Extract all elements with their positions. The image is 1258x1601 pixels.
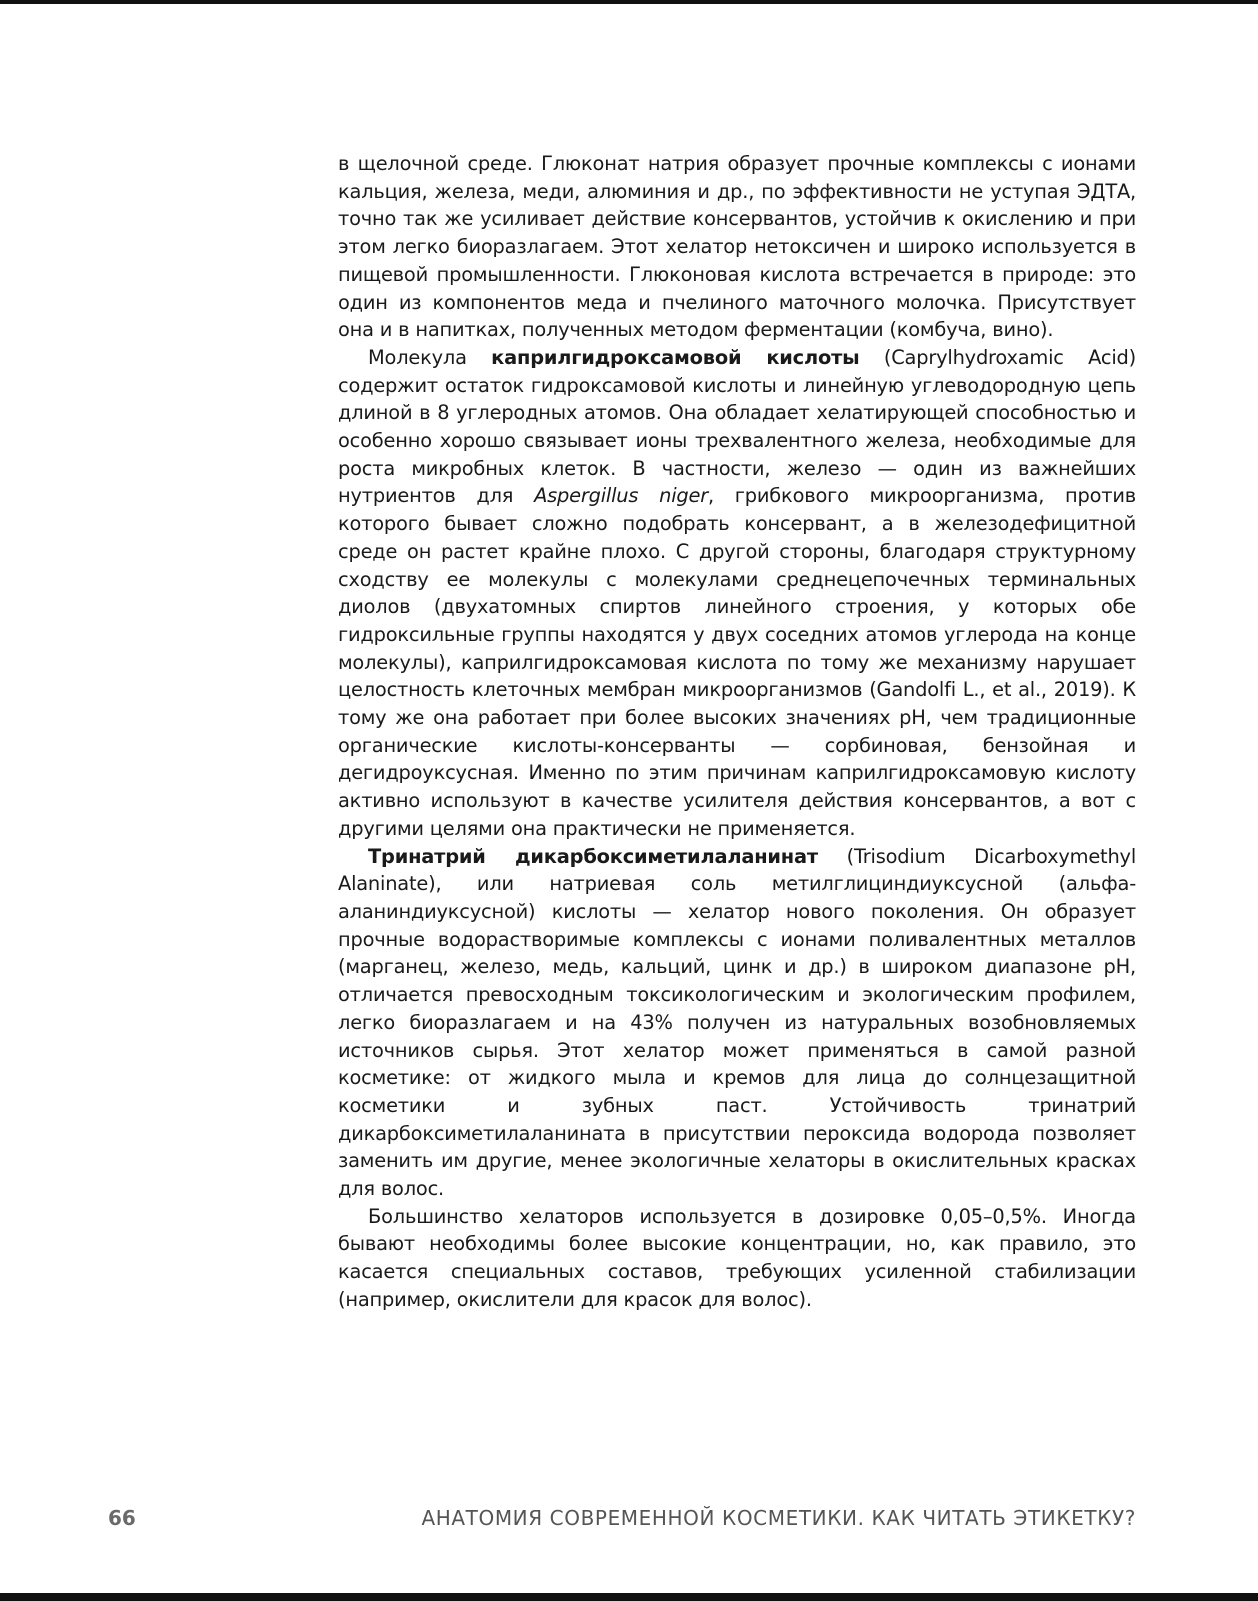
- italic-term: Aspergillus niger: [534, 484, 709, 508]
- text-run: (Trisodium Dicarboxymethyl Alaninate), или натриевая соль метилглициндиуксусной (альфа-аланиндиуксусной) кислоты — хелатор нового поколения. Он образует прочные водорастворимые комплексы с ионами поливалентных металлов (марганец, железо, медь, кальций, цинк и др.) в широком диапазоне pH, отличается превосходным токсикологическим и экологическим профилем, легко биоразлагаем и на 43% получен из натуральных возобновляемых источников сырья. Этот хелатор может применяться в самой разной косметике: от жидкого мыла и кремов для лица до солнцезащитной косметики и зубных паст. Устойчивость тринатрий дикарбоксиметилаланината в присутствии пероксида водорода позволяет заменить им другие, менее экологичные хелаторы в окислительных красках для волос.: [338, 844, 1137, 1201]
- bold-term: каприлгидроксамовой кислоты: [491, 345, 860, 369]
- text-run: Большинство хелаторов используется в дозировке 0,05–0,5%. Иногда бывают необходимы более высокие концентрации, но, как правило, это касается специальных составов, требующих усиленной стабилизации (например, окислители для красок для волос).: [338, 1204, 1136, 1311]
- bold-term: Тринатрий дикарбоксиметилаланинат: [368, 844, 818, 868]
- bottom-border: [0, 1593, 1258, 1601]
- text-run: в щелочной среде. Глюконат натрия образует прочные комплексы с ионами кальция, железа, меди, алюминия и др., по эффективности не уступая ЭДТА, точно так же усиливает действие консервантов, устойчив к окислению и при этом легко биоразлагаем. Этот хелатор нетоксичен и широко используется в пищевой промышленности. Глюконовая кислота встречается в природе: это один из компонентов меда и пчелиного маточного молочка. Присутствует она и в напитках, полученных методом ферментации (комбуча, вино).: [338, 152, 1136, 342]
- top-border: [0, 0, 1258, 4]
- text-run: (Caprylhydroxamic Acid) содержит остаток гидроксамовой кислоты и линейную углеводородную цепь длиной в 8 углеродных атомов. Она обладает хелатирующей способностью и особенно хорошо связывает ионы трехвалентного железа, необходимые для роста микробных клеток. В частности, железо — один из важнейших нутриентов для: [338, 345, 1136, 508]
- running-title: АНАТОМИЯ СОВРЕМЕННОЙ КОСМЕТИКИ. КАК ЧИТАТЬ ЭТИКЕТКУ?: [421, 1506, 1136, 1530]
- paragraph: [338, 843, 1136, 1203]
- page-number: 66: [108, 1506, 136, 1530]
- text-run: Молекула: [368, 345, 492, 369]
- paragraph: [338, 150, 1136, 344]
- paragraph: [338, 1203, 1136, 1314]
- text-run: , грибкового микроорганизма, против которого бывает сложно подобрать консервант, а в железодефицитной среде он растет крайне плохо. С другой стороны, благодаря структурному сходству ее молекулы с молекулами среднецепочечных терминальных диолов (двухатомных спиртов линейного строения, у которых обе гидроксильные группы находятся у двух соседних атомов углерода на конце молекулы), каприлгидроксамовая кислота по тому же механизму нарушает целостность клеточных мембран микроорганизмов (Gandolfi L., et al., 2019). К тому же она работает при более высоких значениях pH, чем традиционные органические кислоты-консерванты — сорбиновая, бензойная и дегидроуксусная. Именно по этим причинам каприлгидроксамовую кислоту активно используют в качестве усилителя действия консервантов, а вот с другими целями она практически не применяется.: [338, 484, 1136, 840]
- paragraph: [338, 344, 1136, 843]
- body-text: [338, 150, 1136, 1314]
